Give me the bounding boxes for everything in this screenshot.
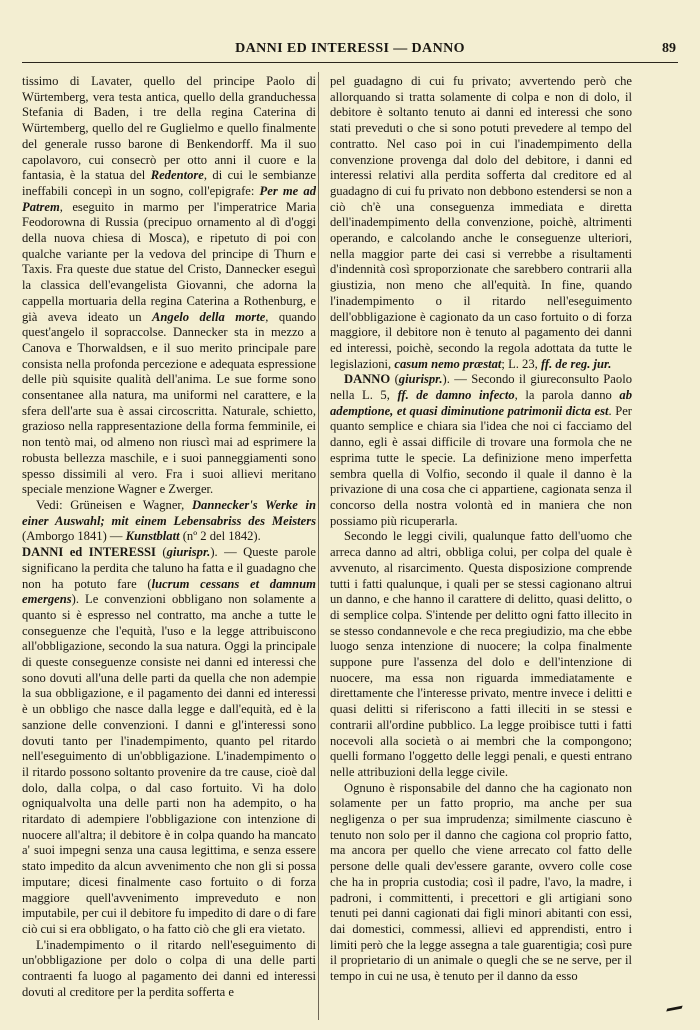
paragraph-dannecker-works: tissimo di Lavater, quello del principe Paolo di Würtemberg, vera testa antica, quello della granduchessa Stefania di Baden, i tre della regina Caterina di Würtemberg, quello del re Guglielmo e quello finalmente del generale russo barone di Benkendorff. Ma il suo capolavoro, cui consecrò per otto anni il cuore e la fantasia, è la statua del Redentore, di cui le sembianze ineffabili concepì in un sogno, coll'epigrafe: Per me ad Patrem, eseguito in marmo per l'imperatrice Maria Feodorowna di Russia (precipuo ornamento al dì d'oggi della nuova chiesa di Mosca), e ripetuto di poi con qualche variante per la vedova del principe di Thurn e Taxis. Fra queste due statue del Cristo, Dannecker eseguì la classica dell'evangelista Giovanni, che adorna la cappella mortuaria della regina Caterina a Rothenburg, e già aveva ideato un Angelo della morte, quando quest'angelo il sopraccolse. Dannecker sta in mezzo a Canova e Thorwaldsen, e il suo merito principale pare consista nella profonda percezione e adequata espressione delle più squisite qualità dell'anima. Le sue forme sono consentanee alla natura, ma uniformi nel carattere, e la sfera dell'arte sua è assai circoscritta. Naturale, schietto, grazioso nella rappresentazione della forma femminile, ei non tentò mai, od almeno non riuscì mai ad esprimere la robusta bellezza maschile, e i suoi panneggiamenti sono spesso dissimili al vero. Fra i suoi allievi meritano speciale menzione Wagner e Zwerger. xyxy=(22,74,316,497)
column-divider xyxy=(318,72,319,1020)
entry-headword: DANNI ed INTERESSI xyxy=(22,545,156,560)
paragraph-leggi-civili: Secondo le leggi civili, qualunque fatto dell'uomo che arreca danno ad altri, obbliga colui, per colpa del quale è avvenuto, al risarcimento. Questa disposizione comprende tutti i fatti qualunque, i quali per se stessi cagionano altrui un danno, e che hanno il carattere di delitto, quasi delitto, o di semplice colpa. S'intende per delitto ogni fatto illecito in se stesso condannevole e che reca pregiudizio, ma che ebbe luogo senza intenzione di nuocere; la colpa finalmente suppone pure l'assenza del dolo e dell'intenzione di nuocere, ma essa non riguarda immediatamente e direttamente che l'interesse privato, mentre invece i delitti e quasi delitti si riferiscono a fatti illeciti in se stessi e contrarii all'ordine pubblico. La legge proibisce tutti i fatti nocevoli alla società o ai membri che la compongono; quelli formano l'oggetto delle leggi penali, e questi entrano nelle attribuzioni della legge civile. xyxy=(330,529,632,779)
entry-headword: DANNO xyxy=(344,372,391,387)
page-header xyxy=(22,40,678,63)
entry-danno: DANNO (giurispr.). — Secondo il giureconsulto Paolo nella L. 5, ff. de damno infecto, la parola danno ab ademptione, et quasi diminutione patrimonii dicta est. Per quanto semplice e chiara sia l'idea che noi ci facciamo del danno, egli è assai difficile di trovare una formola che ne esprima tutte le specie. La definizione meno imperfetta sembra quella di Volfio, secondo il quale il danno è la privazione di una cosa che ci appartiene, cagionata senza il concorso della nostra volontà ed in maniera che non possiamo più ricuperarla. xyxy=(330,372,632,528)
paragraph-guadagno: pel guadagno di cui fu privato; avvertendo però che allorquando si tratta solamente di colpa e non di dolo, il debitore è soltanto tenuto ai danni ed interessi che sono stati preveduti o che si sono potuti prevedere al tempo del contratto. Nel caso poi in cui l'inadempimento della convenzione provenga dal dolo del debitore, i danni ed interessi relativi alla perdita sofferta dal creditore ed al guadagno di cui fu privato non debbono estendersi se non a ciò ch'è una conseguenza immediata e diretta dell'inadempimento della convenzione, poichè, altrimenti operando, e calcolando anche le conseguenze ulteriori, nella maggior parte dei casi si verrebbe a risultamenti d'indennità così sproporzionate che sarebbero contrarii alla giustizia, non meno che all'equità. In fine, quando l'inadempimento o il ritardo nell'eseguimento dell'obbligazione è cagionato da un caso fortuito o di forza maggiore, il debitore non è tenuto al pagamento dei danni ed interessi, poichè, secondo la regola adottata da tutte le legislazioni, casum nemo præstat; L. 23, ff. de reg. jur. xyxy=(330,74,632,371)
page-number: 89 xyxy=(662,41,676,56)
paragraph-risponsabile: Ognuno è risponsabile del danno che ha cagionato non solamente per un fatto proprio, ma anche per sua negligenza o per sua imprudenza; similmente ciascuno è tenuto non solo per il danno che cagiona col proprio fatto, ma ancora per quello che viene arrecato col fatto delle persone delle quali dev'essere garante, ovvero colle cose che ha in propria custodia; così il padre, l'avo, la madre, i padroni, i committenti, i precettori e gli artigiani sono tenuti pei danni cagionati dai figli minori abitanti con essi, dai domestici, commessi, allievi ed apprendisti, entro i limiti però che la legge assegna a tale guarentigia; così pure il proprietario di un animale o quegli che se ne serve, per il tempo in cui ne usa, è tenuto per il danno da esso xyxy=(330,780,632,984)
left-column xyxy=(22,74,316,1019)
corner-mark xyxy=(663,1006,682,1020)
paragraph-inadempimento: L'inadempimento o il ritardo nell'eseguimento di un'obbligazione per dolo o colpa di una delle parti contraenti fa luogo al pagamento dei danni ed interessi dovuti al creditore per la perdita sofferta e xyxy=(22,937,316,999)
right-column xyxy=(330,74,632,1019)
running-title: DANNI ED INTERESSI — DANNO xyxy=(235,41,465,56)
entry-danni-ed-interessi: DANNI ed INTERESSI (giurispr.). — Queste parole significano la perdita che taluno ha fatta e il guadagno che non ha potuto fare (lucrum cessans et damnum emergens). Le convenzioni obbligano non solamente a quanto si è espresso nel contratto, ma anche a tutte le conseguenze che l'equità, l'uso e la legge attribuiscono all'obbligazione, secondo la sua natura. Oggi la principale di queste conseguenze consiste nei danni ed interessi che sono dovuti all'una delle parti da quella che non adempie la sua obbligazione, e il pagamento dei danni ed interessi è un obbligo che nasce dalla legge e dall'equità, ed è la sanzione delle convenzioni. I danni e gl'interessi sono dovuti tanto per l'inadempimento, quanto pel ritardo nell'eseguimento di un'obbligazione. L'inadempimento o il ritardo possono soltanto provenire da tre cause, cioè dal dolo, dalla colpa, o dal caso fortuito. Vi ha dolo ogniqualvolta una delle parti non ha adempito, o ha ritardato di adempiere l'obbligazione con intenzione di nuocere all'altra; il debitore è in colpa quando ha mancato a' suoi impegni senza una causa legittima, e senza essere stato impedito da alcun avvenimento che non gli si possa imputare; dicesi finalmente caso fortuito o di forza maggiore quell'avvenimento impreveduto e non imputabile, per cui il debitore fu impedito di dare o di fare ciò cui si era obbligato, o ha fatto ciò che gli era vietato. xyxy=(22,545,316,936)
paragraph-references: Vedi: Grüneisen e Wagner, Dannecker's Werke in einer Auswahl; mit einem Lebensabriss des Meisters (Amborgo 1841) — Kunstblatt (nº 2 del 1842). xyxy=(22,497,316,544)
